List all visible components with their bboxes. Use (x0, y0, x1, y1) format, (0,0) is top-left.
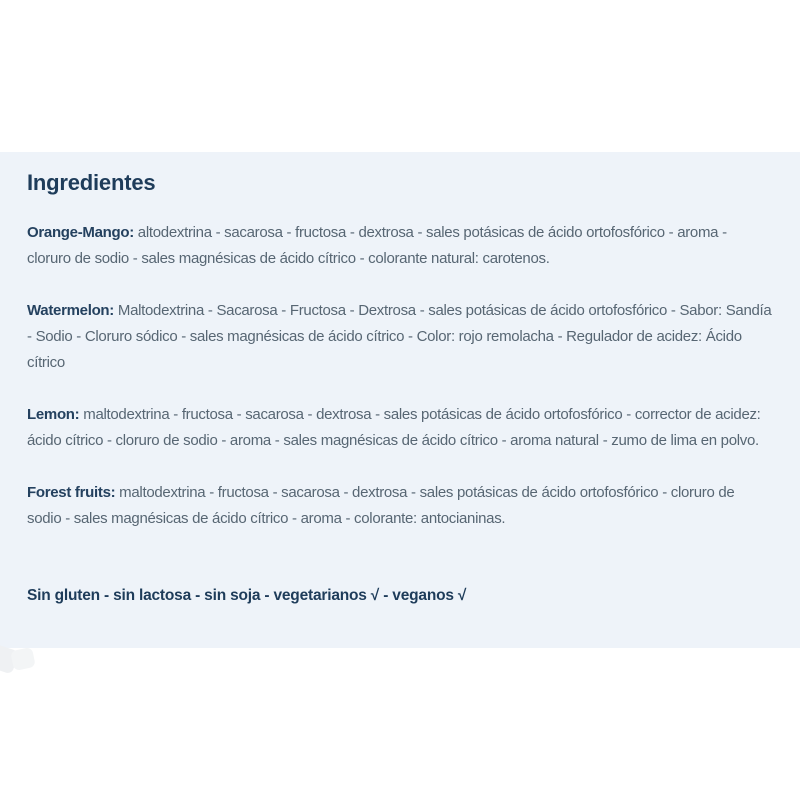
ingredient-paragraph-watermelon (27, 298, 772, 376)
decorative-fragment (0, 645, 38, 677)
flavor-label-orange-mango: Orange-Mango: (27, 224, 134, 241)
flavor-label-lemon: Lemon: (27, 406, 80, 423)
flavor-label-watermelon: Watermelon: (27, 302, 114, 319)
ingredients-heading: Ingredientes (27, 170, 156, 195)
decorative-fragment-shape (0, 644, 19, 675)
decorative-fragment-shape (10, 647, 36, 671)
ingredients-panel (0, 152, 800, 648)
flavor-label-forest-fruits: Forest fruits: (27, 484, 116, 501)
flavor-ingredients-watermelon: Maltodextrina - Sacarosa - Fructosa - Dextrosa - sales potásicas de ácido ortofosfórico - Sabor: Sandía - Sodio - Cloruro sódico - sales magnésicas de ácido cítrico - Color: rojo remolacha - Regulador de acidez: Ácido cítrico (27, 302, 772, 371)
flavor-ingredients-lemon: maltodextrina - fructosa - sacarosa - dextrosa - sales potásicas de ácido ortofosfórico - corrector de acidez: ácido cítrico - cloruro de sodio - aroma - sales magnésicas de ácido cítrico - aroma natural - zumo de lima en polvo. (27, 406, 761, 449)
dietary-info: Sin gluten - sin lactosa - sin soja - vegetarianos √ - veganos √ (27, 587, 467, 604)
ingredient-paragraph-forest-fruits (27, 480, 772, 532)
ingredient-paragraph-lemon (27, 402, 772, 454)
flavor-ingredients-forest-fruits: maltodextrina - fructosa - sacarosa - dextrosa - sales potásicas de ácido ortofosfórico - cloruro de sodio - sales magnésicas de ácido cítrico - aroma - colorante: antocianinas. (27, 484, 735, 527)
ingredient-paragraph-orange-mango (27, 220, 772, 272)
flavor-ingredients-orange-mango: altodextrina - sacarosa - fructosa - dextrosa - sales potásicas de ácido ortofosfórico - aroma - cloruro de sodio - sales magnésicas de ácido cítrico - colorante natural: carotenos. (27, 224, 727, 267)
